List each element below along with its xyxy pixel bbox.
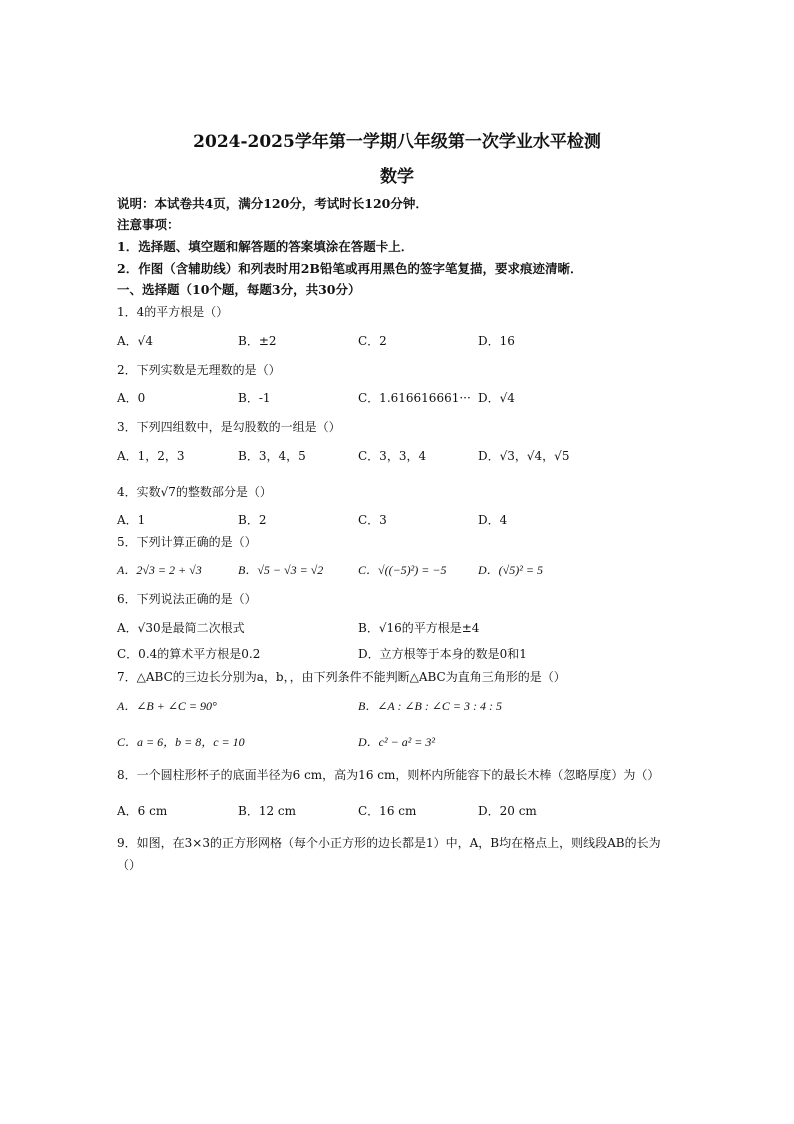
- q1-option-a: A．√4: [117, 334, 153, 348]
- question-9-stem-cont: （）: [117, 858, 142, 872]
- q4-option-a: A．1: [117, 513, 146, 527]
- q5-option-b: B．√5 − √3 = √2: [238, 563, 324, 577]
- q2-option-d: D．√4: [478, 391, 515, 405]
- q5-option-a: A．2√3 = 2 + √3: [117, 563, 202, 577]
- q5-option-d: D．(√5)² = 5: [478, 563, 543, 577]
- question-1-stem: 1．4的平方根是（）: [117, 305, 229, 319]
- exam-subject: 数学: [380, 167, 414, 187]
- note-item-2: 2．作图（含辅助线）和列表时用2B铅笔或再用黑色的签字笔复描，要求痕迹清晰．: [117, 261, 583, 276]
- q3-option-b: B．3，4，5: [238, 449, 306, 463]
- q2-option-b: B．-1: [238, 391, 271, 405]
- q4-option-c: C．3: [358, 513, 387, 527]
- question-7-stem: 7．△ABC的三边长分别为a，b，，由下列条件不能判断△ABC为直角三角形的是（）: [117, 670, 566, 684]
- q2-option-c: C．1.616616661···: [358, 391, 471, 405]
- question-6-stem: 6．下列说法正确的是（）: [117, 592, 257, 606]
- q2-option-a: A．0: [117, 391, 146, 405]
- question-4-stem: 4．实数√7的整数部分是（）: [117, 485, 272, 499]
- q5-option-c: C．√((−5)²) = −5: [358, 563, 447, 577]
- q3-option-d: D．√3，√4，√5: [478, 449, 570, 463]
- q7-option-a: A．∠B + ∠C = 90°: [117, 699, 217, 713]
- q8-option-c: C．16 cm: [358, 804, 417, 818]
- q3-option-a: A．1，2，3: [117, 449, 185, 463]
- question-2-stem: 2．下列实数是无理数的是（）: [117, 363, 281, 377]
- exam-intro: 说明：本试卷共4页，满分120分，考试时长120分钟．: [117, 196, 428, 211]
- q6-option-b: B．√16的平方根是±4: [358, 621, 480, 635]
- q7-option-b: B．∠A : ∠B : ∠C = 3 : 4 : 5: [358, 699, 503, 713]
- q6-option-d: D．立方根等于本身的数是0和1: [358, 647, 527, 661]
- q4-option-b: B．2: [238, 513, 267, 527]
- q6-option-a: A．√30是最简二次根式: [117, 621, 245, 635]
- q1-option-b: B．±2: [238, 334, 277, 348]
- q8-option-d: D．20 cm: [478, 804, 537, 818]
- section-heading: 一、选择题（10个题，每题3分，共30分）: [117, 282, 361, 297]
- q8-option-a: A．6 cm: [117, 804, 168, 818]
- question-3-stem: 3．下列四组数中，是勾股数的一组是（）: [117, 420, 341, 434]
- question-8-stem: 8．一个圆柱形杯子的底面半径为6 cm，高为16 cm，则杯内所能容下的最长木棒（忽略厚度）为（）: [117, 768, 660, 782]
- q1-option-d: D．16: [478, 334, 515, 348]
- exam-title: 2024-2025学年第一学期八年级第一次学业水平检测: [193, 132, 601, 152]
- q7-option-c: C．a = 6，b = 8，c = 10: [117, 735, 245, 749]
- q7-option-d: D．c² − a² = 3²: [358, 735, 435, 749]
- q4-option-d: D．4: [478, 513, 508, 527]
- q1-option-c: C．2: [358, 334, 387, 348]
- q3-option-c: C．3，3，4: [358, 449, 427, 463]
- q6-option-c: C．0.4的算术平方根是0.2: [117, 647, 261, 661]
- note-item-1: 1．选择题、填空题和解答题的答案填涂在答题卡上．: [117, 239, 414, 254]
- notes-heading: 注意事项：: [117, 217, 180, 232]
- question-9-stem: 9．如图，在3×3的正方形网格（每个小正方形的边长都是1）中，A，B均在格点上，则线段AB的长为: [117, 836, 661, 850]
- q8-option-b: B．12 cm: [238, 804, 297, 818]
- question-5-stem: 5．下列计算正确的是（）: [117, 535, 257, 549]
